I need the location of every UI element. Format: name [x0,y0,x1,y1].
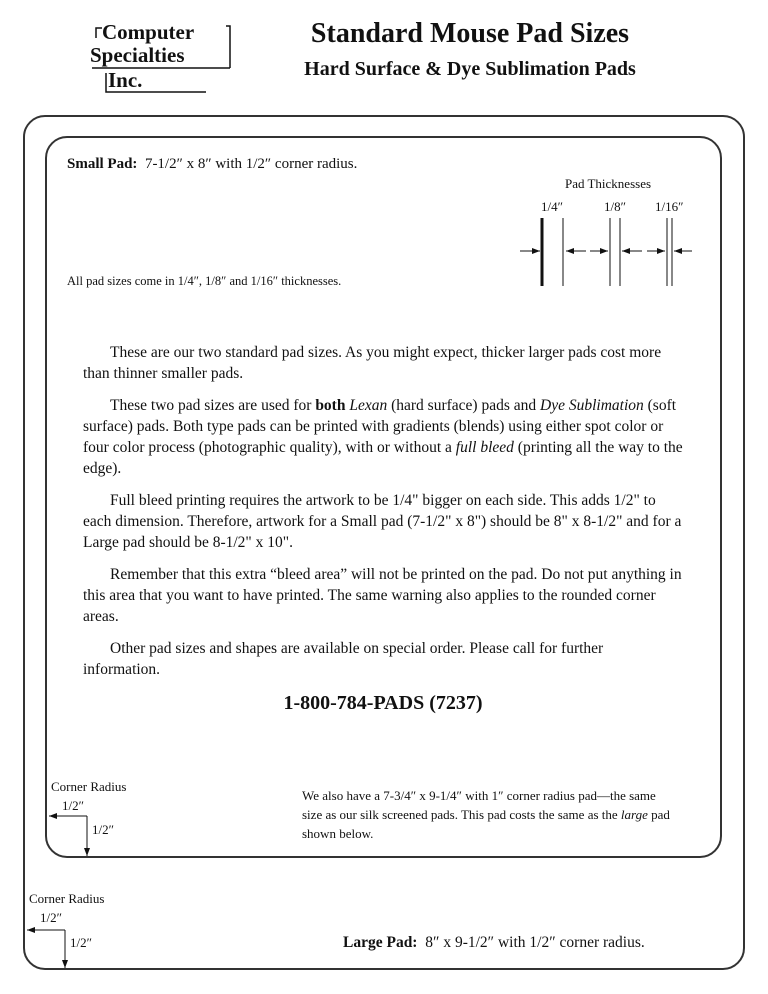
logo-line-2: Specialties [90,43,185,67]
thickness-heading: Pad Thicknesses [564,176,652,191]
large-corner-arrows [27,930,65,968]
paragraph-1: These are our two standard pad sizes. As you might expect, thicker larger pads cost more than thinner smaller pads. [83,344,662,382]
thickness-label-eighth: 1/8″ [604,199,627,214]
thickness-note: All pad sizes come in 1/4″, 1/8″ and 1/16″ thicknesses. [67,274,342,288]
paragraph-3: Full bleed printing requires the artwork to be 1/4" bigger on each side. This adds 1/2" to each dimension. Therefore, artwork for a Small pad (7-1/2" x 8") should be 8" x 8-1/2" and for a Large pad should be 8-1/2" x 10". [83,492,682,551]
body-text [83,342,683,691]
paragraph-2: These two pad sizes are used for both Lexan (hard surface) pads and Dye Sublimation (soft surface) pads. Both type pads can be printed with gradients (blends) using either spot color or four color process (photographic quality), with or without a full bleed (printing all the way to the edge). [83,397,683,477]
large-pad-spec [343,934,645,952]
small-corner-radius-label: Corner Radius [51,779,127,794]
small-corner-arrows [49,816,87,856]
large-corner-radius-h: 1/2″ [40,910,63,925]
paragraph-4: Remember that this extra “bleed area” will not be printed on the pad. Do not put anything in this area that you want to have printed. The same warning also applies to the rounded corner areas. [83,566,682,625]
small-corner-radius-v: 1/2″ [92,822,115,837]
alternate-size-note: We also have a 7-3/4″ x 9-1/4″ with 1″ corner radius pad—the same size as our silk screened pads. This pad costs the same as the large pad shown below. [302,788,670,841]
large-pad-dimensions: 8″ x 9-1/2″ with 1/2″ corner radius. [425,934,645,951]
phone-number: 1-800-784-PADS (7237) [283,692,483,714]
logo-line-1: Computer [102,20,195,44]
paragraph-5: Other pad sizes and shapes are available on special order. Please call for further information. [83,640,604,678]
large-corner-radius-v: 1/2″ [70,935,93,950]
thickness-diagram [520,218,692,286]
small-pad-dimensions: 7-1/2″ x 8″ with 1/2″ corner radius. [144,156,358,172]
logo-line-3: Inc. [108,68,143,92]
large-corner-radius-label: Corner Radius [29,891,105,906]
thickness-label-quarter: 1/4″ [541,199,564,214]
page-subtitle: Hard Surface & Dye Sublimation Pads [304,58,636,80]
small-pad-label: Small Pad: [67,156,138,172]
large-pad-label: Large Pad: [343,934,418,951]
page-title: Standard Mouse Pad Sizes [310,18,630,49]
thickness-label-sixteenth: 1/16″ [655,199,684,214]
small-corner-radius-h: 1/2″ [62,798,85,813]
